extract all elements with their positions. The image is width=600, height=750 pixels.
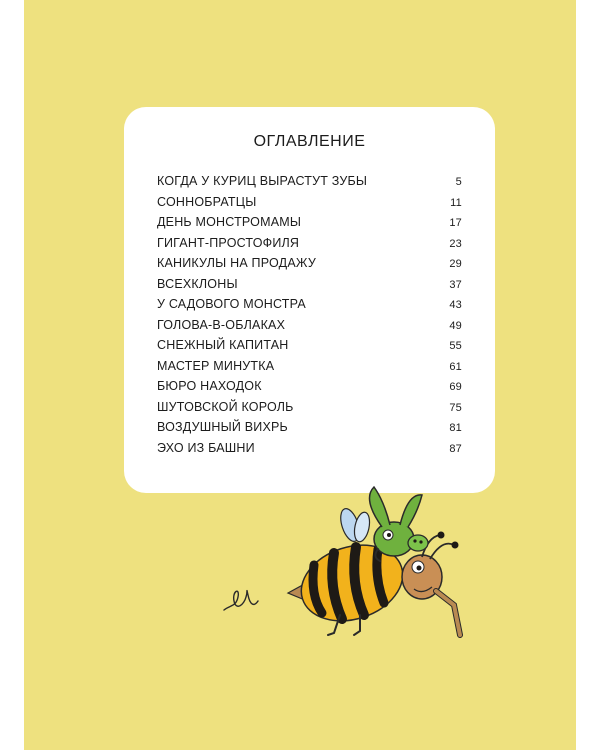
toc-entry-title: КОГДА У КУРИЦ ВЫРАСТУТ ЗУБЫ bbox=[157, 174, 368, 188]
toc-entry-title: ГОЛОВА-В-ОБЛАКАХ bbox=[157, 317, 286, 332]
toc-entry-page: 37 bbox=[449, 278, 462, 291]
toc-entry-page: 55 bbox=[449, 340, 462, 352]
toc-entry-title: У САДОВОГО МОНСТРА bbox=[157, 297, 306, 311]
toc-entry-page: 17 bbox=[449, 217, 462, 229]
toc-entry-page: 61 bbox=[449, 360, 462, 373]
toc-entry bbox=[157, 236, 462, 257]
toc-entry-page: 49 bbox=[449, 319, 462, 332]
toc-entry bbox=[157, 256, 462, 277]
toc-entry-title: ГИГАНТ-ПРОСТОФИЛЯ bbox=[157, 235, 300, 250]
toc-title: ОГЛАВЛЕНИЕ bbox=[253, 133, 366, 150]
toc-entry-title: БЮРО НАХОДОК bbox=[157, 379, 262, 393]
table-of-contents-card bbox=[124, 107, 495, 493]
toc-entry-page: 75 bbox=[449, 401, 462, 414]
toc-entry bbox=[157, 400, 462, 421]
toc-entry-title: ЭХО ИЗ БАШНИ bbox=[157, 440, 255, 455]
toc-entry-title: ВСЕХКЛОНЫ bbox=[157, 276, 238, 291]
toc-entry-page: 81 bbox=[449, 422, 462, 434]
toc-entry-title: СОННОБРАТЦЫ bbox=[157, 194, 257, 209]
toc-list bbox=[157, 174, 462, 461]
bee-with-green-creature-icon bbox=[222, 465, 482, 660]
toc-entry-title: ДЕНЬ МОНСТРОМАМЫ bbox=[157, 215, 302, 229]
toc-entry-page: 43 bbox=[449, 299, 462, 311]
toc-entry-title: ВОЗДУШНЫЙ ВИХРЬ bbox=[157, 420, 288, 434]
toc-entry-page: 29 bbox=[449, 258, 462, 270]
toc-entry bbox=[157, 318, 462, 339]
toc-entry-page: 87 bbox=[449, 442, 462, 455]
toc-entry bbox=[157, 277, 462, 298]
toc-entry-page: 11 bbox=[450, 196, 462, 209]
toc-entry bbox=[157, 379, 462, 400]
toc-entry-title: КАНИКУЛЫ НА ПРОДАЖУ bbox=[157, 256, 317, 270]
toc-entry-page: 23 bbox=[449, 237, 462, 250]
toc-entry bbox=[157, 215, 462, 236]
toc-entry bbox=[157, 359, 462, 380]
toc-entry bbox=[157, 195, 462, 216]
toc-entry bbox=[157, 420, 462, 441]
book-page bbox=[24, 0, 576, 750]
toc-entry bbox=[157, 338, 462, 359]
toc-entry-page: 5 bbox=[455, 176, 462, 188]
toc-entry bbox=[157, 174, 462, 195]
toc-entry-page: 69 bbox=[449, 381, 462, 393]
toc-entry-title: МАСТЕР МИНУТКА bbox=[157, 358, 275, 373]
toc-entry bbox=[157, 441, 462, 462]
toc-entry bbox=[157, 297, 462, 318]
toc-entry-title: СНЕЖНЫЙ КАПИТАН bbox=[157, 338, 289, 352]
toc-entry-title: ШУТОВСКОЙ КОРОЛЬ bbox=[157, 399, 294, 414]
